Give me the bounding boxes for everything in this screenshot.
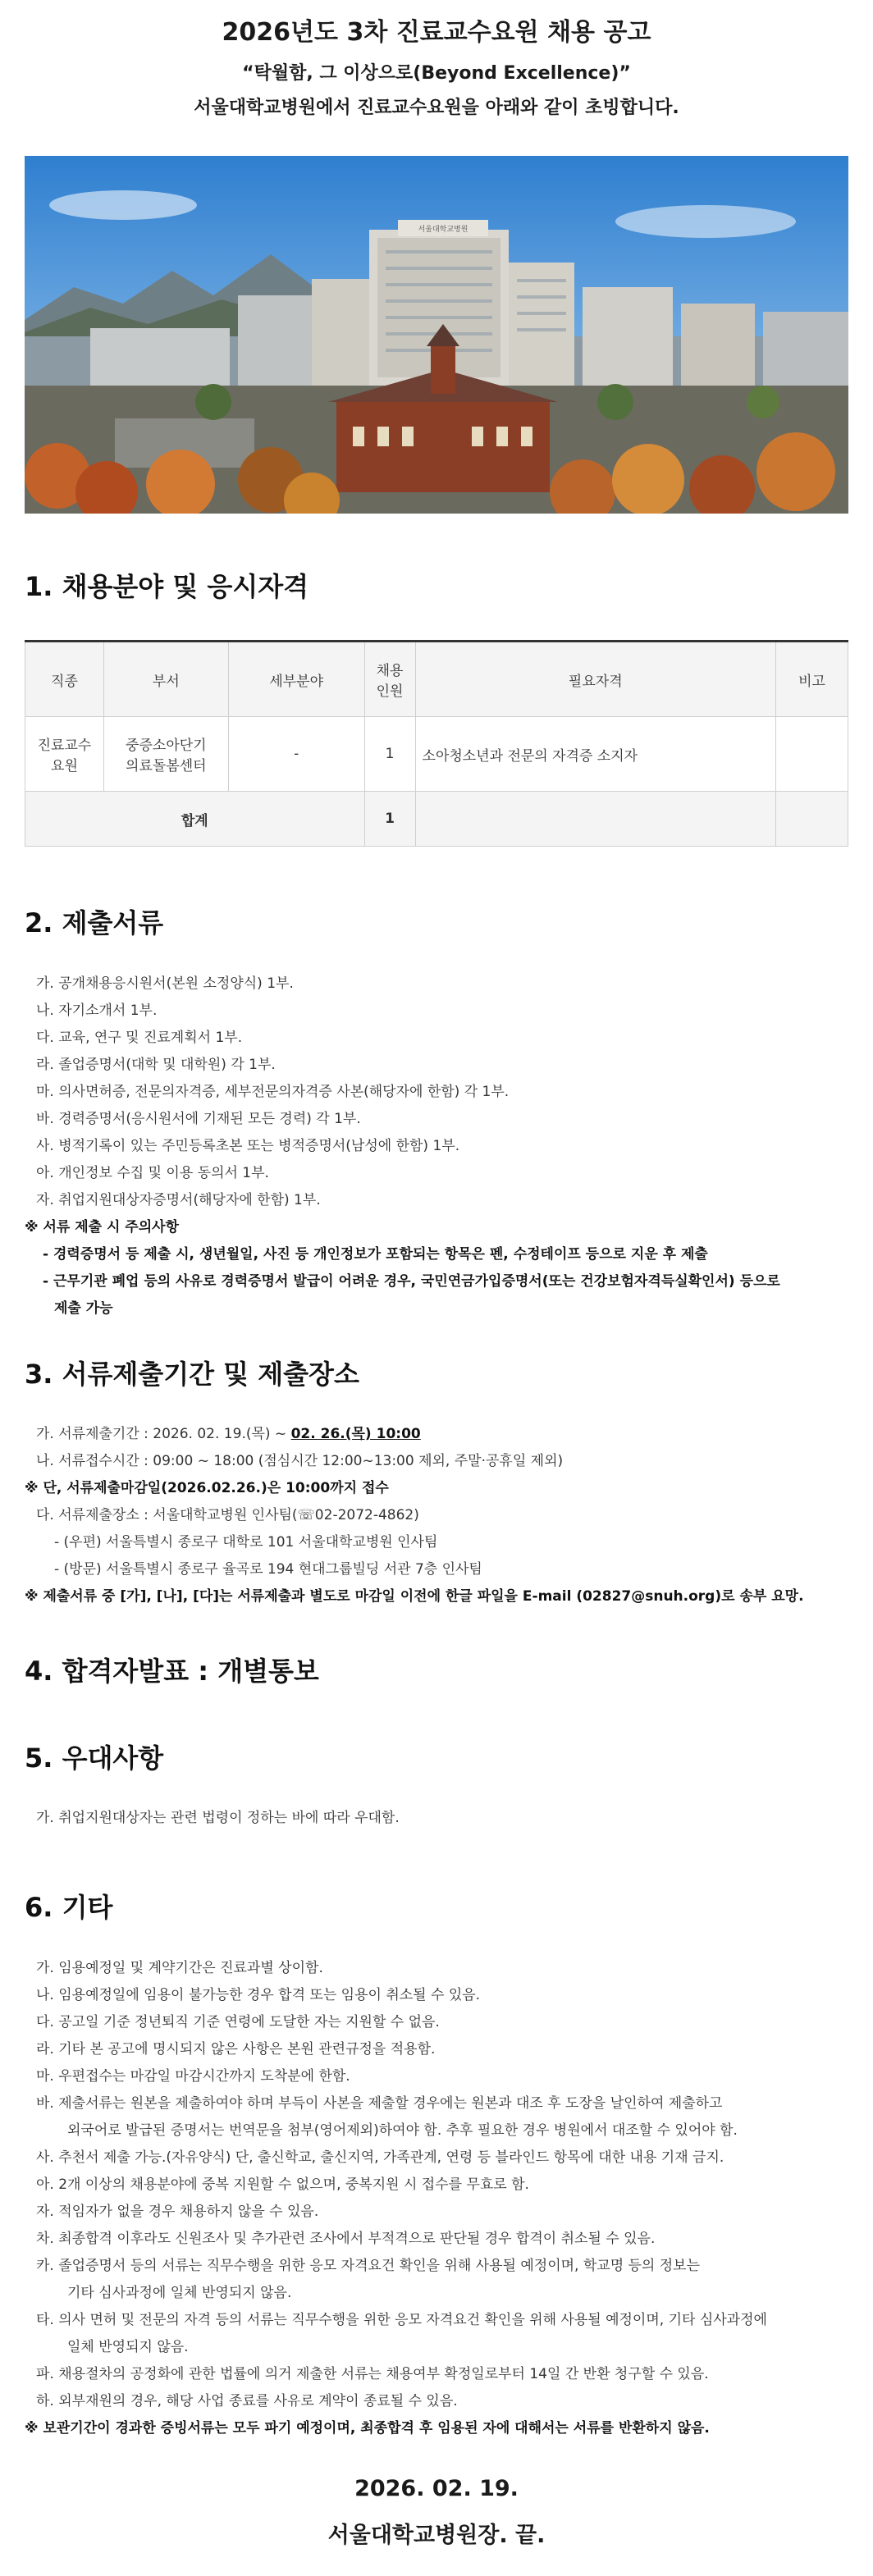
period-prefix: 가. 서류제출기간 : 2026. 02. 19.(목) ~ <box>36 1426 291 1442</box>
preference-list <box>36 1805 400 1832</box>
section-title-preference: 5. 우대사항 <box>25 1742 164 1774</box>
visit-address: - (방문) 서울특별시 종로구 율곡로 194 현대그룹빌딩 서관 7층 인사팀 <box>54 1561 482 1578</box>
list-item: 가. 공개채용응시원서(본원 소정양식) 1부. <box>36 975 294 992</box>
section-title-announcement: 4. 합격자발표 : 개별통보 <box>25 1656 319 1687</box>
th-count: 채용 인원 <box>364 642 415 717</box>
cell-total-label: 합계 <box>25 792 365 847</box>
list-item: 라. 졸업증명서(대학 및 대학원) 각 1부. <box>36 1057 276 1073</box>
list-item: 바. 경력증명서(응시원서에 기재된 모든 경력) 각 1부. <box>36 1111 361 1127</box>
section-title-etc: 6. 기타 <box>25 1892 113 1923</box>
list-item: 하. 외부재원의 경우, 해당 사업 종료를 사유로 계약이 종료될 수 있음. <box>36 2393 458 2409</box>
list-item: 자. 취업지원대상자증명서(해당자에 한함) 1부. <box>36 1192 321 1208</box>
section-title-period: 3. 서류제출기간 및 제출장소 <box>25 1359 359 1390</box>
notice-signature: 서울대학교병원장. 끝. <box>327 2523 546 2548</box>
final-note: ※ 보관기간이 경과한 증빙서류는 모두 파기 예정이며, 최종합격 후 임용된 자에 대해서는 서류를 반환하지 않음. <box>25 2420 710 2437</box>
list-item: 가. 취업지원대상자는 관련 법령이 정하는 바에 따라 우대함. <box>36 1810 400 1826</box>
list-item: 사. 추천서 제출 가능.(자유양식) 단, 출신학교, 출신지역, 가족관계, 연령 등 블라인드 항목에 대한 내용 기재 금지. <box>36 2149 724 2166</box>
th-note: 비고 <box>776 642 848 717</box>
list-item: 나. 임용예정일에 임용이 불가능한 경우 합격 또는 임용이 취소될 수 있음. <box>36 1987 481 2003</box>
documents-notes <box>25 1214 780 1322</box>
period-line <box>36 1421 563 1448</box>
list-item: 아. 개인정보 수집 및 이용 동의서 1부. <box>36 1165 269 1181</box>
table-total-row <box>25 792 848 847</box>
place-line: 다. 서류제출장소 : 서울대학교병원 인사팀(☏02-2072-4862) <box>36 1507 419 1523</box>
hospital-photo <box>25 156 848 514</box>
deadline-note: ※ 단, 서류제출마감일(2026.02.26.)은 10:00까지 접수 <box>25 1480 389 1496</box>
list-item: 바. 제출서류는 원본을 제출하여야 하며 부득이 사본을 제출할 경우에는 원본과 대조 후 도장을 날인하여 제출하고 <box>36 2095 723 2112</box>
list-item-cont: 기타 심사과정에 일체 반영되지 않음. <box>67 2285 292 2301</box>
th-qualification: 필요자격 <box>415 642 776 717</box>
hospital-illustration <box>25 156 848 514</box>
list-item: 카. 졸업증명서 등의 서류는 직무수행을 위한 응모 자격요건 확인을 위해 사용될 예정이며, 학교명 등의 정보는 <box>36 2258 701 2274</box>
email-note: ※ 제출서류 중 [가], [나], [다]는 서류제출과 별도로 마감일 이전에 한글 파일을 E-mail (02827@snuh.org)로 송부 요망. <box>25 1588 804 1605</box>
list-item: 다. 교육, 연구 및 진료계획서 1부. <box>36 1030 243 1046</box>
list-item: 가. 임용예정일 및 계약기간은 진료과별 상이함. <box>36 1960 323 1976</box>
hospital-sign: 서울대학교병원 <box>418 226 468 234</box>
cell-total-count: 1 <box>364 792 415 847</box>
list-item: 라. 기타 본 공고에 명시되지 않은 사항은 본원 관련규정을 적용함. <box>36 2041 436 2058</box>
period-notes <box>25 1475 389 1502</box>
recruitment-table <box>25 640 848 847</box>
list-item: 마. 의사면허증, 전문의자격증, 세부전문의자격증 사본(해당자에 한함) 각 1부. <box>36 1084 510 1100</box>
cell-detail: - <box>228 717 364 792</box>
documents-note-title: ※ 서류 제출 시 주의사항 <box>25 1219 179 1235</box>
cell-total-empty <box>415 792 776 847</box>
documents-list <box>36 971 509 1214</box>
mail-address: - (우편) 서울특별시 종로구 대학로 101 서울대학교병원 인사팀 <box>54 1534 438 1551</box>
cell-qualification: 소아청소년과 전문의 자격증 소지자 <box>415 717 776 792</box>
notice-date: 2026. 02. 19. <box>354 2476 519 2501</box>
email-notes <box>25 1583 804 1610</box>
hours-line: 나. 서류접수시간 : 09:00 ~ 18:00 (점심시간 12:00~13:00 제외, 주말·공휴일 제외) <box>36 1453 564 1469</box>
list-item: 사. 병적기록이 있는 주민등록초본 또는 병적증명서(남성에 한함) 1부. <box>36 1138 460 1154</box>
documents-note-2-cont: 제출 가능 <box>54 1300 113 1317</box>
etc-notes <box>25 2415 710 2442</box>
th-detail: 세부분야 <box>228 642 364 717</box>
list-item: 차. 최종합격 이후라도 신원조사 및 추가관련 조사에서 부적격으로 판단될 경우 합격이 취소될 수 있음. <box>36 2231 656 2247</box>
documents-note-1: - 경력증명서 등 제출 시, 생년월일, 사진 등 개인정보가 포함되는 항목은 펜, 수정테이프 등으로 지운 후 제출 <box>43 1246 708 1263</box>
page-title: 2026년도 3차 진료교수요원 채용 공고 <box>222 18 651 47</box>
list-item: 파. 채용절차의 공정화에 관한 법률에 의거 제출한 서류는 채용여부 확정일로부터 14일 간 반환 청구할 수 있음. <box>36 2366 709 2382</box>
intro-text: 서울대학교병원에서 진료교수요원을 아래와 같이 초빙합니다. <box>194 98 679 118</box>
list-item: 자. 적임자가 없을 경우 채용하지 않을 수 있음. <box>36 2204 319 2220</box>
list-item: 다. 공고일 기준 정년퇴직 기준 연령에 도달한 자는 지원할 수 없음. <box>36 2014 440 2030</box>
cell-dept: 중증소아단기 의료돌봄센터 <box>103 717 228 792</box>
list-item-cont: 외국어로 발급된 증명서는 번역문을 첨부(영어제외)하여야 함. 추후 필요한 경우 병원에서 대조할 수 있어야 함. <box>67 2122 738 2139</box>
list-item: 마. 우편접수는 마감일 마감시간까지 도착분에 한함. <box>36 2068 350 2085</box>
period-deadline: 02. 26.(목) 10:00 <box>290 1426 421 1442</box>
cell-count: 1 <box>364 717 415 792</box>
table-header-row <box>25 642 848 717</box>
th-dept: 부서 <box>103 642 228 717</box>
cell-job: 진료교수 요원 <box>25 717 104 792</box>
list-item: 아. 2개 이상의 채용분야에 중복 지원할 수 없으며, 중복지원 시 접수를 무효로 함. <box>36 2176 529 2193</box>
list-item-cont: 일체 반영되지 않음. <box>67 2339 189 2355</box>
etc-list <box>36 1955 767 2415</box>
section-title-recruitment: 1. 채용분야 및 응시자격 <box>25 571 309 602</box>
list-item: 나. 자기소개서 1부. <box>36 1003 158 1019</box>
list-item: 타. 의사 면허 및 전문의 자격 등의 서류는 직무수행을 위한 응모 자격요건 확인을 위해 사용될 예정이며, 기타 심사과정에 <box>36 2312 767 2328</box>
cell-total-empty-note <box>776 792 848 847</box>
place-list <box>36 1502 482 1583</box>
table-row <box>25 717 848 792</box>
section-title-documents: 2. 제출서류 <box>25 907 164 939</box>
slogan: “탁월함, 그 이상으로(Beyond Excellence)” <box>242 63 631 84</box>
documents-note-2: - 근무기관 폐업 등의 사유로 경력증명서 발급이 어려운 경우, 국민연금가입증명서(또는 건강보험자격득실확인서) 등으로 <box>43 1273 780 1290</box>
cell-note <box>776 717 848 792</box>
th-job: 직종 <box>25 642 104 717</box>
period-list <box>36 1421 563 1475</box>
